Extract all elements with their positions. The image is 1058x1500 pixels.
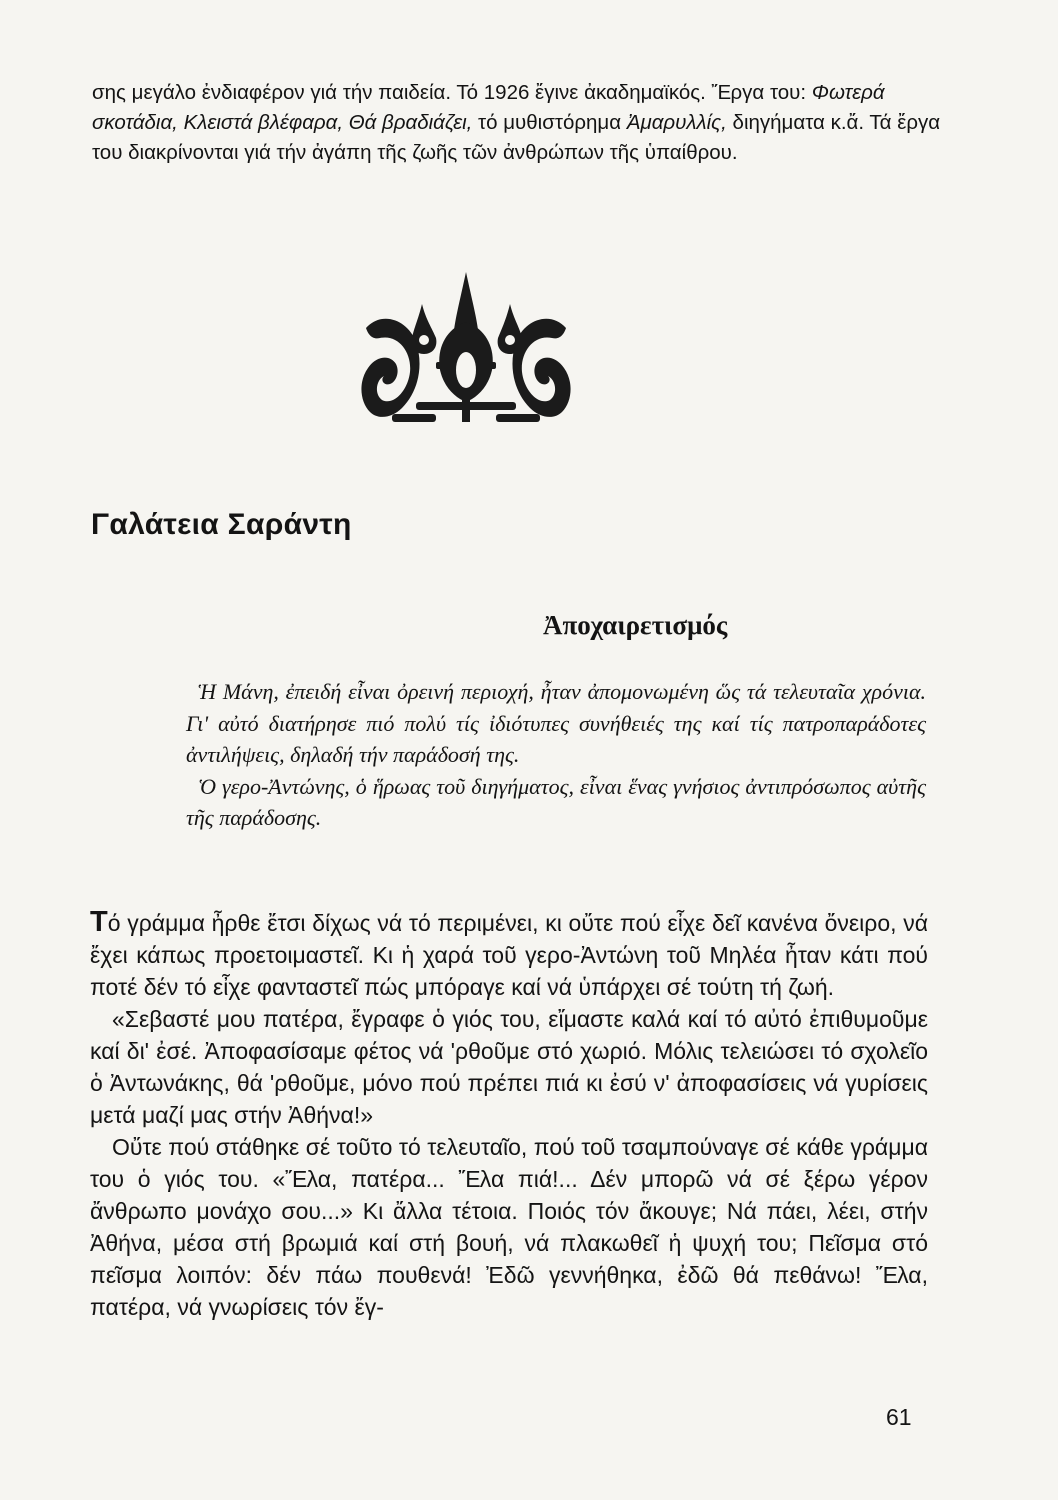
intro-paragraph: Ὁ γερο-Ἀντώνης, ὁ ἥρωας τοῦ διηγήματος, εἶναι ἕνας γνήσιος ἀντιπρόσωπος αὐτῆς τῆς παράδοσης. (186, 773, 926, 830)
story-paragraph: «Σεβαστέ μου πατέρα, ἔγραφε ὁ γιός του, εἴμαστε καλά καί τό αὐτό ἐπιθυμοῦμε καί δι' ἐσέ. Ἀποφασίσαμε φέτος νά 'ρθοῦμε στό χωριό. Μόλις τελειώσει τό σχολεῖο ὁ Ἀντωνάκης, θά 'ρθοῦμε, μόνο πού πρέπει πιά κι ἐσύ ν' ἀποφασίσεις νά γυρίσεις μετά μαζί μας στήν Ἀθήνα!» (90, 1006, 928, 1128)
bio-novel-prefix: τό μυθιστόρημα (478, 111, 622, 134)
story-body (90, 906, 928, 1323)
story-paragraph (90, 906, 928, 1003)
intro-paragraph: Ἡ Μάνη, ἐπειδή εἶναι ὀρεινή περιοχή, ἦταν ἀπομονωμένη ὥς τά τελευταῖα χρόνια. Γι' αὐτό διατήρησε πιό πολύ τίς ἰδιότυπες συνήθειές της καί τίς πατροπαράδοτες ἀντιλήψεις, δηλαδή τήν παράδοσή της. (186, 679, 926, 767)
bio-works: Φωτερά σκοτάδια, Κλειστά βλέφαρα, Θά βραδιάζει, (92, 81, 885, 134)
bio-novel: Ἀμαρυλλίς, (626, 111, 727, 134)
decorative-ornament-icon (352, 270, 580, 430)
story-introduction (186, 676, 926, 834)
bio-line-end: διηγήματα κ.ἄ. Τά ἔργα του διακρίνονται γιά τήν ἀγάπη τῆς ζωῆς τῶν ἀνθρώπων τῆς ὑπαίθρου. (92, 111, 941, 164)
page-number: 61 (886, 1404, 912, 1430)
author-biography (92, 78, 942, 168)
drop-cap: Τ (90, 906, 108, 938)
author-name: Γαλάτεια Σαράντη (91, 508, 352, 541)
story-paragraph: Οὔτε πού στάθηκε σέ τοῦτο τό τελευταῖο, πού τοῦ τσαμπούναγε σέ κάθε γράμμα του ὁ γιός του. «Ἔλα, πατέρα... Ἔλα πιά!... Δέν μπορῶ νά σέ ξέρω γέρον ἄνθρωπο μονάχο σου...» Κι ἄλλα τέτοια. Ποιός τόν ἄκουγε; Νά πάει, λέει, στήν Ἀθήνα, μέσα στή βρωμιά καί στή βουή, νά πλακωθεῖ ἡ ψυχή του; Πεῖσμα στό πεῖσμα λοιπόν: δέν πάω πουθενά! Ἐδῶ γεννήθηκα, ἐδῶ θά πεθάνω! Ἔλα, πατέρα, νά γνωρίσεις τόν ἔγ- (90, 1134, 928, 1320)
story-title: Ἀποχαιρετισμός (543, 610, 728, 640)
bio-line-start: σης μεγάλο ἐνδιαφέρον γιά τήν παιδεία. Τό 1926 ἔγινε ἀκαδημαϊκός. Ἔργα του: (92, 81, 807, 104)
story-paragraph-text: ό γράμμα ἦρθε ἔτσι δίχως νά τό περιμένει, κι οὔτε πού εἶχε δεῖ κανένα ὄνειρο, νά ἔχει κάπως προετοιμαστεῖ. Κι ἡ χαρά τοῦ γερο-Ἀντώνη τοῦ Μηλέα ἦταν κάτι πού ποτέ δέν τό εἶχε φανταστεῖ πώς μπόραγε καί νά ὑπάρχει σέ τούτη τή ζωή. (90, 910, 928, 1000)
